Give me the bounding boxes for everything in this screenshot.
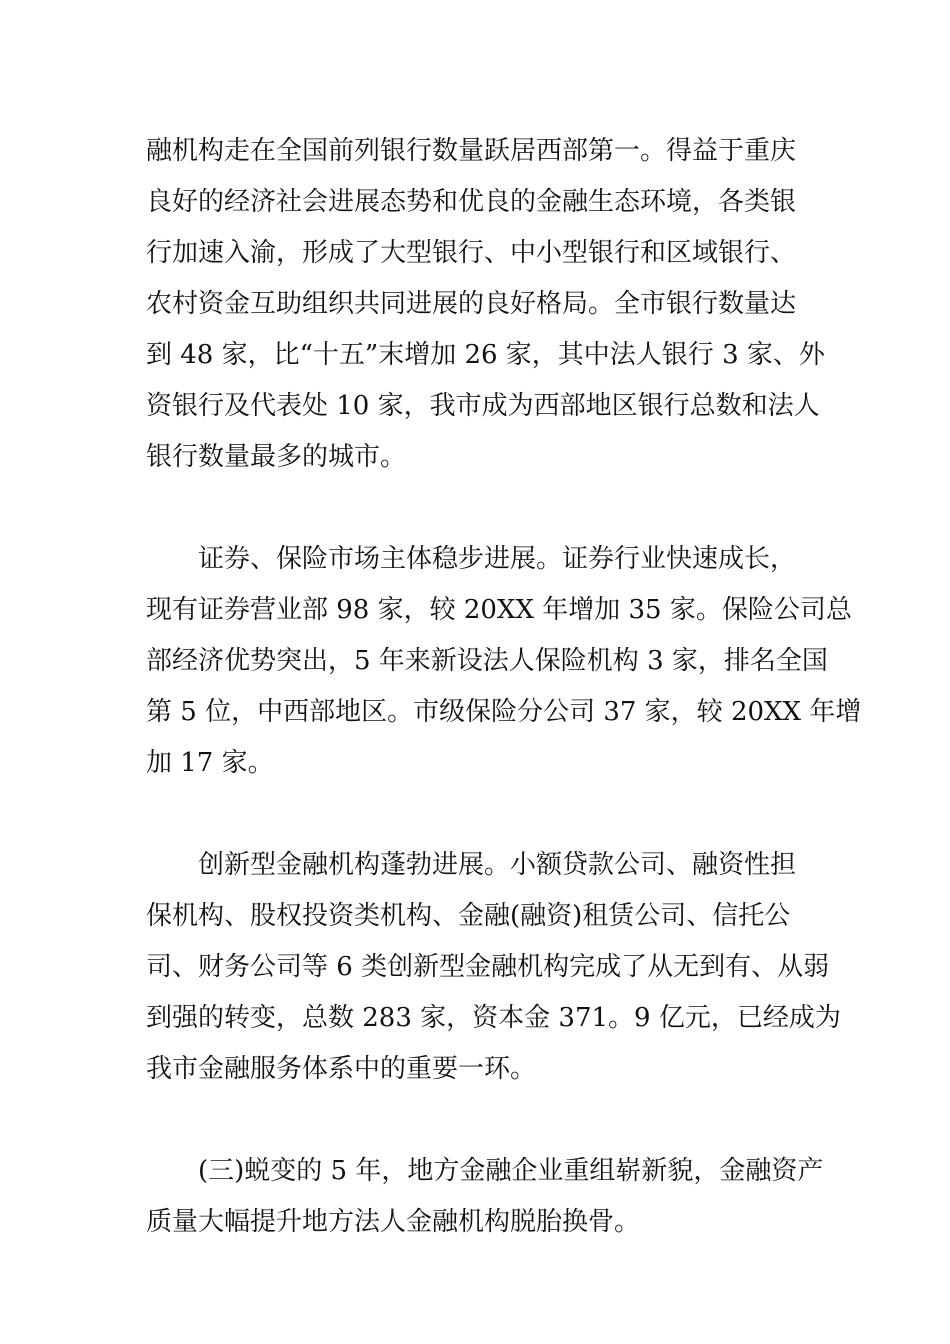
paragraph-banking [146,126,825,483]
paragraph-securities-insurance [146,534,862,789]
text-line: 质量大幅提升地方法人金融机构脱胎换骨。 [146,1207,641,1237]
text-line: 现有证券营业部 98 家，较 20XX 年增加 35 家。保险公司总 [146,595,852,625]
text-line: 司、财务公司等 6 类创新型金融机构完成了从无到有、从弱 [146,952,830,982]
text-line: 银行数量最多的城市。 [146,442,407,472]
text-line: 行加速入渝，形成了大型银行、中小型银行和区域银行、 [146,238,797,268]
text-line: 证券、保险市场主体稳步进展。证券行业快速成长， [198,544,797,574]
document-body [146,126,862,1248]
paragraph-spacer [146,483,808,534]
text-line: (三)蜕变的 5 年，地方金融企业重组崭新貌，金融资产 [198,1156,824,1186]
paragraph-spacer [146,789,808,840]
text-line: 保机构、股权投资类机构、金融(融资)租赁公司、信托公 [146,901,791,931]
text-line: 资银行及代表处 10 家，我市成为西部地区银行总数和法人 [146,391,820,421]
text-line: 部经济优势突出，5 年来新设法人保险机构 3 家，排名全国 [146,646,828,676]
text-line: 良好的经济社会进展态势和优良的金融生态环境，各类银 [146,187,797,217]
text-line: 第 5 位，中西部地区。市级保险分公司 37 家，较 20XX 年增 [146,697,862,727]
text-line: 创新型金融机构蓬勃进展。小额贷款公司、融资性担 [198,850,797,880]
text-line: 我市金融服务体系中的重要一环。 [146,1054,537,1084]
text-line: 到强的转变，总数 283 家，资本金 371。9 亿元，已经成为 [146,1003,841,1033]
paragraph-section-three [146,1146,824,1248]
text-line: 农村资金互助组织共同进展的良好格局。全市银行数量达 [146,289,797,319]
text-line: 加 17 家。 [146,748,274,778]
paragraph-innovative-institutions [146,840,841,1095]
text-line: 融机构走在全国前列银行数量跃居西部第一。得益于重庆 [146,136,797,166]
paragraph-spacer [146,1095,808,1146]
text-line: 到 48 家，比“十五”末增加 26 家，其中法人银行 3 家、外 [146,340,825,370]
